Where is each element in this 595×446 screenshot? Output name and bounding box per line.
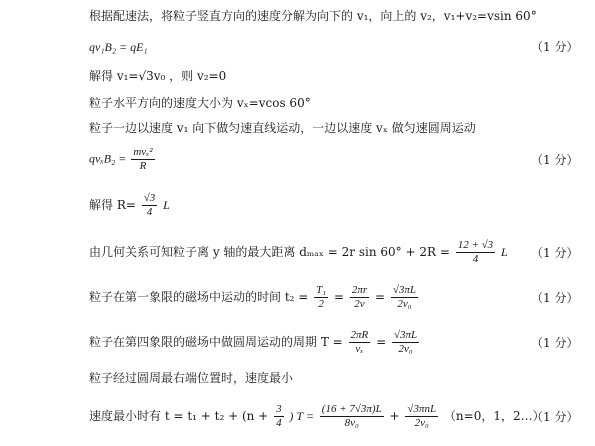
- fraction-denominator: 2v₀: [398, 343, 413, 355]
- fraction-denominator: 2v: [354, 298, 365, 310]
- fraction-numerator: √3πL: [393, 329, 418, 341]
- score-1: （1 分）: [531, 40, 579, 54]
- fraction-2pir-over-2v: [350, 285, 369, 310]
- plus-sign: +: [389, 409, 400, 423]
- fraction-denominator: 2: [318, 298, 324, 310]
- equals-sign: =: [374, 290, 386, 304]
- fraction-denominator: R: [139, 160, 147, 172]
- time-prefix: 粒子在第一象限的磁场中运动的时间 t₂ =: [89, 290, 309, 304]
- line-horizontal-velocity: 粒子水平方向的速度大小为 vₓ=vcos 60°: [89, 96, 311, 110]
- equation-centripetal: [89, 147, 157, 172]
- equals-sign: =: [376, 335, 387, 349]
- equation-lhs: qvₓB₂ =: [89, 151, 127, 166]
- score-3: （1 分）: [531, 246, 579, 260]
- line-solve-v1: 解得 v₁=√3v₀ ，则 v₂=0: [89, 69, 227, 83]
- fraction-period-result: [392, 330, 419, 355]
- fraction-time-first-term: [320, 404, 384, 429]
- fraction-numerator: 12 + √3: [457, 239, 494, 251]
- fraction-max-distance: [456, 240, 495, 265]
- fraction-2pir-over-vx: [349, 330, 371, 355]
- fraction-numerator: 2πR: [350, 329, 369, 341]
- line-period-fourth-quadrant: [89, 330, 421, 355]
- fraction-denominator: 4: [472, 253, 479, 265]
- score-2: （1 分）: [531, 153, 579, 167]
- period-prefix: 粒子在第四象限的磁场中做圆周运动的周期 T =: [89, 335, 343, 349]
- max-distance-suffix: L: [501, 245, 508, 259]
- solve-r-prefix: 解得 R=: [89, 198, 136, 212]
- equals-sign: =: [333, 290, 344, 304]
- time-min-suffix: （n=0，1，2…）: [443, 409, 545, 423]
- fraction-3-over-4: [274, 404, 284, 429]
- fraction-denominator: 4: [276, 417, 282, 429]
- fraction-t1-over-2: [314, 285, 328, 310]
- fraction-numerator: √3πnL: [407, 403, 437, 415]
- equation-force-balance: qv₁B₂ = qE₁: [89, 40, 148, 54]
- fraction-numerator: T₁: [316, 284, 327, 296]
- line-minimum-speed: 粒子经过圆周最右端位置时，速度最小: [89, 371, 294, 385]
- line-motion-description: 粒子一边以速度 v₁ 向下做匀速直线运动，一边以速度 vₓ 做匀速圆周运动: [89, 121, 476, 135]
- fraction-time-second-term: [405, 404, 438, 429]
- fraction-numerator: (16 + 7√3π)L: [321, 403, 382, 415]
- line-time-minimum-speed: [89, 404, 545, 429]
- fraction-numerator: mvₓ²: [133, 146, 153, 158]
- score-5: （1 分）: [531, 336, 579, 350]
- fraction-numerator: √3πL: [392, 284, 417, 296]
- line-max-distance: [89, 240, 508, 265]
- fraction-denominator: vₓ: [355, 343, 364, 355]
- score-6: （1 分）: [531, 410, 579, 424]
- fraction-sqrt3-over-4: [142, 193, 158, 218]
- max-distance-prefix: 由几何关系可知粒子离 y 轴的最大距离 dₘₐₓ = 2r sin 60° + 2R =: [89, 245, 450, 259]
- fraction-numerator: 3: [276, 403, 282, 415]
- time-min-middle: ) T =: [289, 409, 314, 423]
- score-4: （1 分）: [531, 291, 579, 305]
- fraction-mv2-over-r: [131, 147, 154, 172]
- fraction-denominator: 2v₀: [397, 298, 412, 310]
- fraction-time-result: [391, 285, 418, 310]
- fraction-numerator: 2πr: [351, 284, 368, 296]
- line-time-first-quadrant: [89, 285, 420, 310]
- fraction-denominator: 2v₀: [414, 417, 429, 429]
- fraction-denominator: 4: [146, 206, 153, 218]
- fraction-numerator: √3: [143, 192, 156, 204]
- time-min-prefix: 速度最小时有 t = t₁ + t₂ + (n +: [89, 409, 269, 423]
- solve-r-suffix: L: [163, 198, 170, 212]
- line-solve-r: [89, 193, 170, 218]
- line-velocity-decomposition: 根据配速法，将粒子竖直方向的速度分解为向下的 v₁，向上的 v₂，v₁+v₂=vsin 60°: [89, 9, 537, 23]
- fraction-denominator: 8v₀: [344, 417, 359, 429]
